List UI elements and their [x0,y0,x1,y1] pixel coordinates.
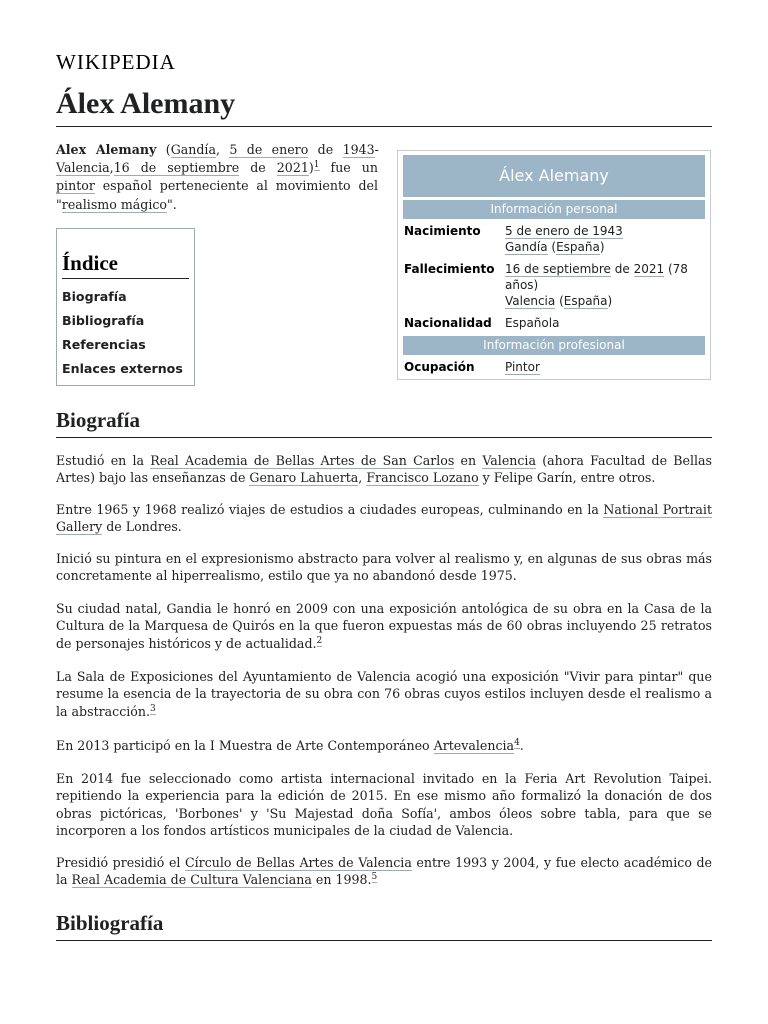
link-valencia[interactable]: Valencia [56,160,110,176]
text: entre 1993 y 2004, y fue electo académico de la [56,855,712,888]
infobox-title: Álex Alemany [403,155,705,197]
infobox-row-nationality [403,311,705,333]
lead-paragraph [56,141,378,214]
link-genaro-lahuerta[interactable]: Genaro Lahuerta [249,470,359,486]
infobox [397,150,711,380]
lead-text: ) [308,160,314,176]
link-pintor[interactable]: pintor [56,178,95,194]
infobox-value: 5 de enero de 1943 Gandía (España) [505,224,623,254]
reference-2[interactable]: 2 [316,635,323,646]
lead-text: , [215,142,230,157]
text: La Sala de Exposiciones del Ayuntamiento de Valencia acogió una exposición "Vivir para pintar" que resume la esencia de la trayectoria de su obra con 76 obras cuyos estilos incluyen desde el realismo a la abstracción. [56,669,712,719]
text: Entre 1965 y 1968 realizó viajes de estudios a ciudades europeas, culminando en la [56,502,604,517]
link-death-date[interactable]: 16 de septiembre [505,262,611,276]
paragraph [56,600,712,652]
link-death-country[interactable]: España [563,294,608,308]
paragraph [56,501,712,536]
link-5-de-enero[interactable]: 5 de enero [229,142,309,157]
infobox-row-occupation [403,355,705,377]
link-national-portrait-gallery[interactable]: National Portrait Gallery [56,502,713,535]
link-16-de-septiembre[interactable]: 16 de septiembre [113,160,240,176]
link-birth-date[interactable]: 5 de enero de 1943 [505,224,623,238]
lead-text: - [374,142,378,157]
reference-4[interactable]: 4 [514,737,520,748]
paragraph: En 2014 fue seleccionado como artista internacional invitado en la Feria Art Revolution Taipei. repitiendo la experiencia para la edición de 2015. En ese mismo año formalizó la donación de dos obras pictóricas, 'Borbones' y 'Su Majestad doña Sofía', ambos óleos sobre tabla, para que se incorporen a los fondos artísticos municipales de la ciudad de Valencia. [56,771,712,839]
link-realismo-magico[interactable]: realismo mágico [61,196,167,212]
link-real-academia-cultura-valenciana[interactable]: Real Academia de Cultura Valenciana [71,872,312,888]
lead-text: de [239,160,277,176]
reference-5[interactable]: 5 [371,872,378,883]
paragraph [56,737,712,754]
text: de Londres. [102,519,182,535]
infobox-value: Española [505,316,560,330]
toc-item-bibliografia[interactable]: Bibliografía [62,313,145,328]
infobox-row-death [403,257,705,311]
infobox-label: Nacimiento [404,224,481,238]
link-death-year[interactable]: 2021 [633,262,665,276]
lead-text: ". [167,196,177,212]
text: Su ciudad natal, Gandia le honró en 2009 con una exposición antológica de su obra en la Casa de la Cultura de la Marquesa de Quirós en la que fueron expuestas más de 60 obras incluyendo 25 retratos de personajes históricos y de actualidad. [56,601,712,651]
paragraph: Inició su pintura en el expresionismo abstracto para volver al realismo y, en algunas de sus obras más concretamente al hiperrealismo, estilo que ya no abandonó desde 1975. [56,551,712,584]
link-artevalencia[interactable]: Artevalencia [433,738,515,753]
lead-text: español perteneciente al movimiento del " [56,178,378,212]
link-real-academia-san-carlos[interactable]: Real Academia de Bellas Artes de San Carlos [150,453,455,468]
section-heading-bibliografia: Bibliografía [56,910,712,941]
infobox-value [505,359,705,375]
infobox-section-professional: Información profesional [403,336,705,355]
text: en [454,453,483,468]
link-circulo-bellas-artes[interactable]: Círculo de Bellas Artes de Valencia [185,855,412,870]
reference-1[interactable]: 1 [313,160,320,171]
link-pintor-infobox[interactable]: Pintor [505,360,540,374]
link-birth-city[interactable]: Gandía [505,240,548,254]
paragraph [56,854,712,889]
link-francisco-lozano[interactable]: Francisco Lozano [366,470,479,486]
text: y Felipe Garín, entre otros. [478,470,656,486]
text: Presidió presidió el [56,855,186,870]
text: En 2013 participó en la I Muestra de Arte Contemporáneo [56,738,434,753]
link-death-city[interactable]: Valencia [505,294,556,308]
text: . [519,738,524,753]
lead-text: , [109,160,114,176]
toc-item-enlaces-externos[interactable]: Enlaces externos [62,361,183,376]
paragraph [56,452,712,487]
lead-text: ( [156,142,171,157]
infobox-row-birth [403,219,705,257]
link-valencia[interactable]: Valencia [482,453,536,468]
infobox-label: Nacionalidad [404,316,492,330]
toc-title: Índice [62,251,189,279]
page-title: Álex Alemany [56,86,712,127]
infobox-label: Fallecimiento [404,262,495,276]
infobox-text: de [610,262,634,276]
wikipedia-wordmark[interactable]: WIKIPEDIA [56,50,176,74]
infobox-label: Ocupación [404,360,475,374]
link-2021[interactable]: 2021 [276,160,309,176]
lead-text: de [308,142,343,157]
lead-text: fue un [319,160,378,176]
toc-item-referencias[interactable]: Referencias [62,337,146,352]
text: , [358,470,367,486]
link-birth-country[interactable]: España [556,240,600,254]
link-1943[interactable]: 1943 [342,142,375,157]
section-heading-biografia: Biografía [56,407,712,438]
text: en 1998. [311,872,372,888]
link-gandia[interactable]: Gandía [170,142,216,157]
toc-item-biografia[interactable]: Biografía [62,289,127,304]
text: (ahora Facultad de Bellas Artes) bajo las enseñanzas de [56,453,712,486]
paragraph [56,668,712,720]
reference-3[interactable]: 3 [150,703,156,714]
infobox-section-personal: Información personal [403,200,705,219]
text: Estudió en la [56,453,151,468]
table-of-contents [56,228,195,386]
infobox-value: 16 de septiembre de 2021 (78 años) Valencia (España) [505,262,688,308]
lead-name: Alex Alemany [56,142,157,157]
infobox-text: (78 años) [505,262,688,292]
